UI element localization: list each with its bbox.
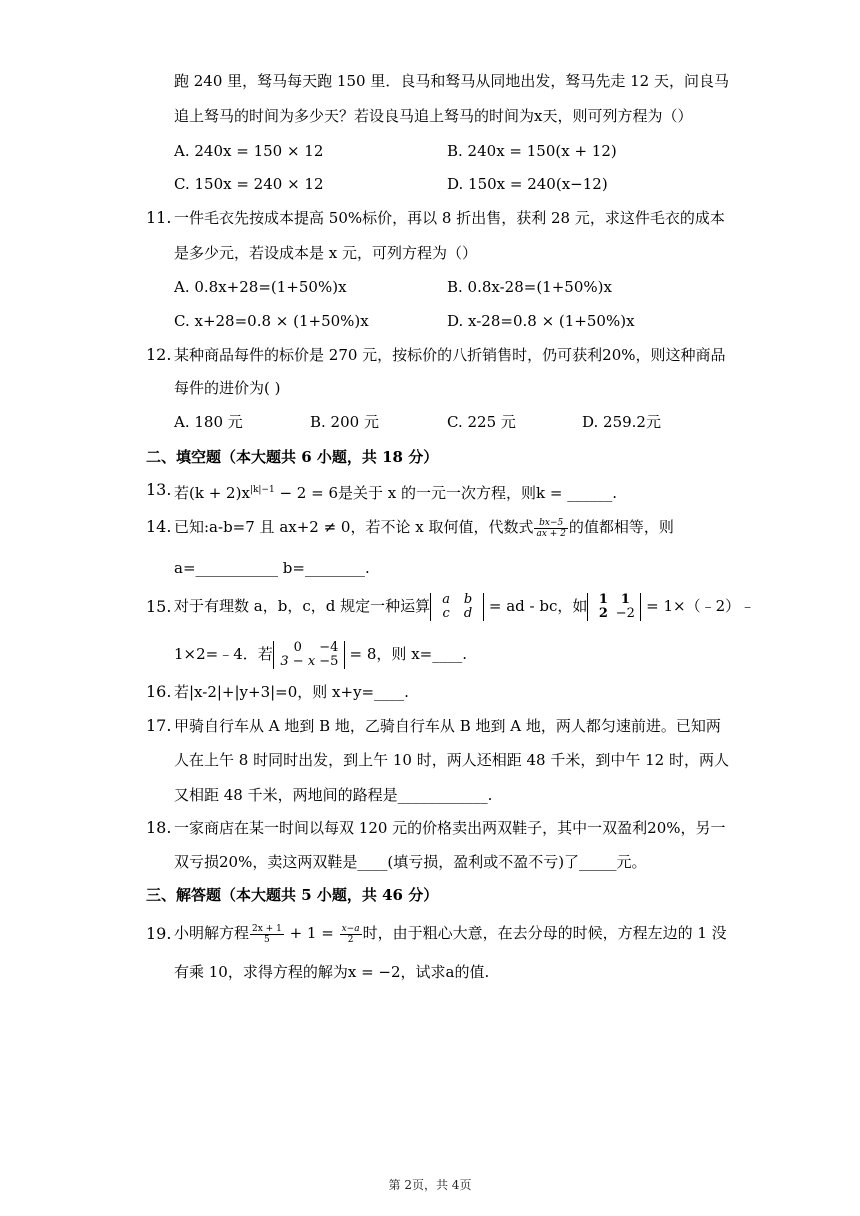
q17-line2: 人在上午 8 时同时出发，到上午 10 时，两人还相距 48 千米，到中午 12 时，两人 [174,751,729,769]
q13-text [174,480,617,503]
q12-number: 12. [146,345,172,364]
q17-line1: 甲骑自行车从 A 地到 B 地，乙骑自行车从 B 地到 A 地，两人都匀速前进。已知两 [174,717,721,735]
det-cell: 1 [620,592,630,607]
q15-determinant-abcd [430,593,484,621]
q13-pre: 若(k + 2)x [174,484,250,502]
q14-pre: 已知:a-b=7 且 ax+2 ≠ 0，若不论 x 取何值，代数式 [174,518,534,536]
det-cell: 2 [598,606,608,621]
q19-fraction-left [250,924,284,945]
q19-number: 19. [146,924,172,943]
q15-line2 [174,638,467,670]
q17-number: 17. [146,716,172,735]
q14-fraction-numerator: bx−5 [534,518,567,529]
det-cell: 0 [293,640,302,655]
q15-pre: 对于有理数 a，b，c，d 规定一种运算 [174,597,431,615]
q11-line2: 是多少元，若设成本是 x 元，可列方程为（） [174,244,477,262]
det-cell: d [463,606,473,621]
q14-number: 14. [146,517,172,536]
q19-fraction-left-numerator: 2x + 1 [252,923,282,934]
q10-option-a: A. 240x = 150 × 12 [174,142,324,160]
q18-line2: 双亏损20%，卖这两双鞋是____(填亏损，盈利或不盈不亏)了_____元。 [174,853,647,871]
det-cell: c [442,606,450,621]
det-cell: −2 [615,606,635,621]
q12-option-d: D. 259.2元 [582,413,661,431]
det-cell: b [463,592,473,607]
q15-line1 [174,590,755,622]
q19-fraction-right-numerator: x−a [341,923,360,934]
q12-line1: 某种商品每件的标价是 270 元，按标价的八折销售时，仍可获利20%，则这种商品 [174,346,726,364]
q15-line2-pre: 1×2=﹣4．若 [174,645,273,663]
q11-number: 11. [146,208,172,227]
q13-post: − 2 = 6是关于 x 的一元一次方程，则k = ______. [274,484,617,502]
q19-post: 时，由于粗心大意，在去分母的时候，方程左边的 1 没 [362,924,727,942]
q10-option-d: D. 150x = 240(x−12) [447,175,608,193]
q15-determinant-equation [273,641,345,669]
q11-option-a: A. 0.8x+28=(1+50%)x [174,278,347,296]
det-cell: 1 [598,592,608,607]
q19-mid: + 1 = [284,924,339,942]
q16-number: 16. [146,682,172,701]
q11-line1: 一件毛衣先按成本提高 50%标价，再以 8 折出售，获利 28 元，求这件毛衣的成本 [174,209,725,227]
section-solve-heading: 三、解答题（本大题共 5 小题，共 46 分） [146,886,439,904]
q14-post: 的值都相等，则 [568,518,674,536]
q12-option-b: B. 200 元 [310,413,379,431]
q10-line2: 追上驽马的时间为多少天？若设良马追上驽马的时间为x天，则可列方程为（） [174,107,693,125]
q14-fraction [534,518,567,539]
q19-pre: 小明解方程 [174,924,250,942]
q16-text: 若|x-2|+|y+3|=0，则 x+y=____. [174,683,409,701]
q15-number: 15. [146,597,172,616]
q19-line1 [174,917,727,949]
q15-determinant-example [587,593,641,621]
q10-option-b: B. 240x = 150(x + 12) [447,142,617,160]
det-cell: −5 [319,654,339,669]
q14-line2: a=___________ b=________. [174,559,370,577]
q19-line2: 有乘 10，求得方程的解为x = −2，试求a的值. [174,963,490,981]
det-cell: a [442,592,450,607]
q11-option-b: B. 0.8x-28=(1+50%)x [447,278,612,296]
q12-option-c: C. 225 元 [447,413,516,431]
det-cell: 3 − x [280,654,316,669]
q19-fraction-left-denominator: 5 [264,934,270,945]
q17-line3: 又相距 48 千米，两地间的路程是____________. [174,786,493,804]
q14-fraction-denominator: ax + 2 [536,528,566,539]
q18-line1: 一家商店在某一时间以每双 120 元的价格卖出两双鞋子，其中一双盈利20%，另一 [174,819,726,837]
q13-number: 13. [146,480,172,499]
q10-option-c: C. 150x = 240 × 12 [174,175,324,193]
q12-line2: 每件的进价为( ) [174,379,281,397]
page-footer: 第 2页，共 4页 [388,1178,472,1192]
q15-post: = 1×（﹣2）﹣ [641,597,756,615]
q19-fraction-right-denominator: 2 [347,934,354,945]
det-cell: −4 [319,640,339,655]
q19-fraction-right [340,924,362,945]
q13-exponent: |k|−1 [249,485,275,495]
q11-option-d: D. x-28=0.8 × (1+50%)x [447,312,635,330]
q10-line1: 跑 240 里，驽马每天跑 150 里．良马和驽马从同地出发，驽马先走 12 天，问良马 [174,72,729,90]
q18-number: 18. [146,818,172,837]
q14-line1 [174,512,674,542]
section-fill-in-heading: 二、填空题（本大题共 6 小题，共 18 分） [146,448,439,466]
q15-mid: = ad - bc，如 [484,597,588,615]
q11-option-c: C. x+28=0.8 × (1+50%)x [174,312,369,330]
q15-line2-post: = 8，则 x=____. [344,645,467,663]
q12-option-a: A. 180 元 [174,413,243,431]
